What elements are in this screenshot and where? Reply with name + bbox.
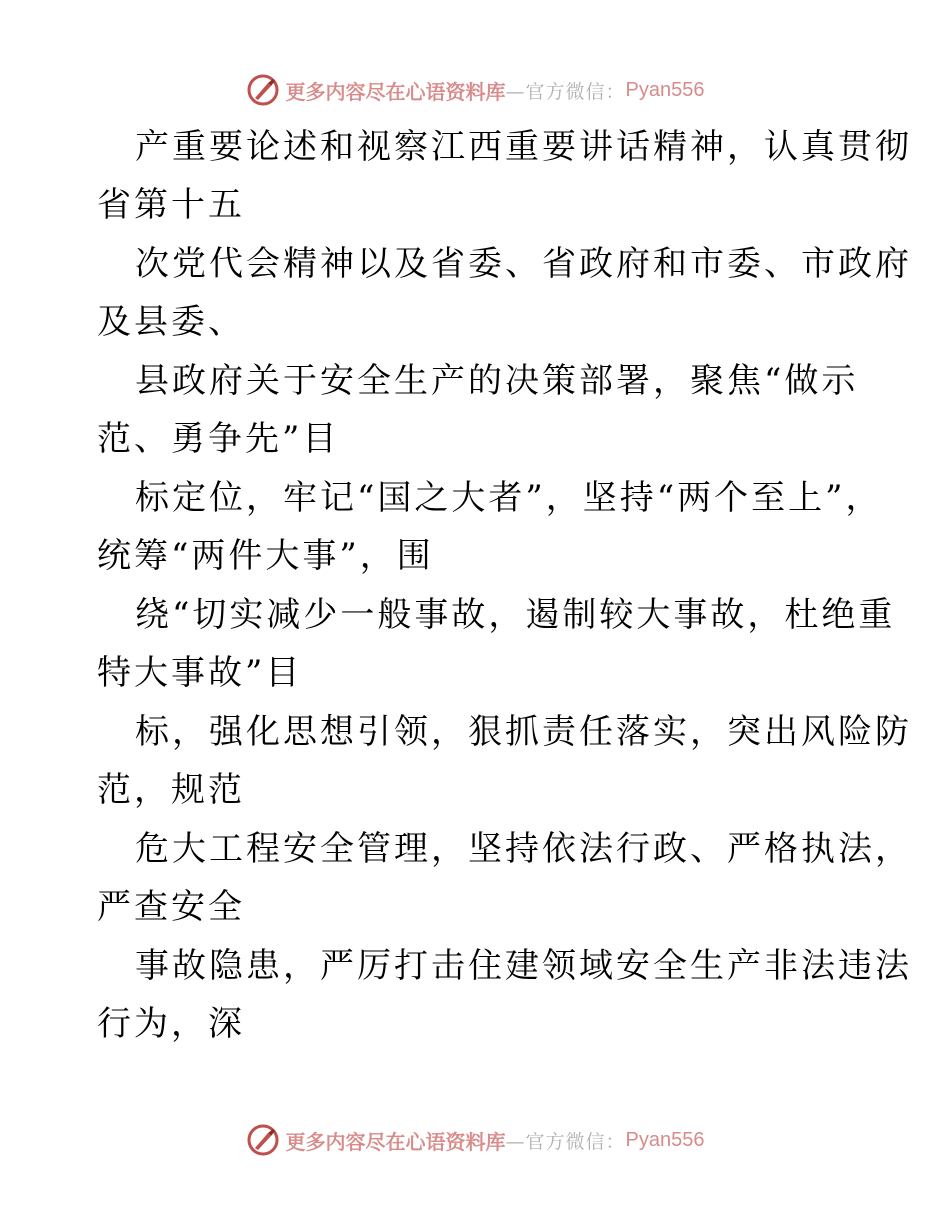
body-line: 危大工程安全管理，坚持依法行政、严格执法，: [135, 829, 912, 869]
footer-official-text: —官方微信：: [505, 1130, 626, 1153]
body-line: 特大事故”目: [97, 653, 303, 693]
header-watermark: [0, 70, 950, 110]
footer-brand-text: 更多内容尽在心语资料库: [285, 1129, 506, 1154]
body-line: 范，规范: [97, 770, 245, 810]
pen-logo-icon: [246, 1123, 280, 1157]
header-official-text: —官方微信：: [505, 80, 626, 103]
body-line: 行为，深: [97, 1004, 245, 1044]
footer-wechat-id: Pyan556: [625, 1128, 705, 1151]
body-line: 标定位，牢记“国之大者”，坚持“两个至上”，: [135, 478, 883, 518]
body-line: 严查安全: [97, 887, 245, 927]
body-line: 产重要论述和视察江西重要讲话精神，认真贯彻: [135, 127, 912, 167]
body-line: 标，强化思想引领，狠抓责任落实，突出风险防: [135, 712, 912, 752]
header-brand-text: 更多内容尽在心语资料库: [285, 79, 506, 104]
body-line: 及县委、: [97, 302, 245, 342]
body-line: 绕“切实减少一般事故，遏制较大事故，杜绝重: [135, 595, 896, 635]
body-line: 事故隐患，严厉打击住建领域安全生产非法违法: [135, 946, 912, 986]
body-line: 次党代会精神以及省委、省政府和市委、市政府: [135, 244, 912, 284]
pen-logo-icon: [246, 73, 280, 107]
footer-watermark: [0, 1120, 950, 1160]
header-wechat-id: Pyan556: [625, 78, 705, 101]
body-line: 县政府关于安全生产的决策部署，聚焦“做示: [135, 361, 859, 401]
body-line: 统筹“两件大事”，围: [97, 536, 434, 576]
body-line: 范、勇争先”目: [97, 419, 340, 459]
body-line: 省第十五: [97, 185, 245, 225]
